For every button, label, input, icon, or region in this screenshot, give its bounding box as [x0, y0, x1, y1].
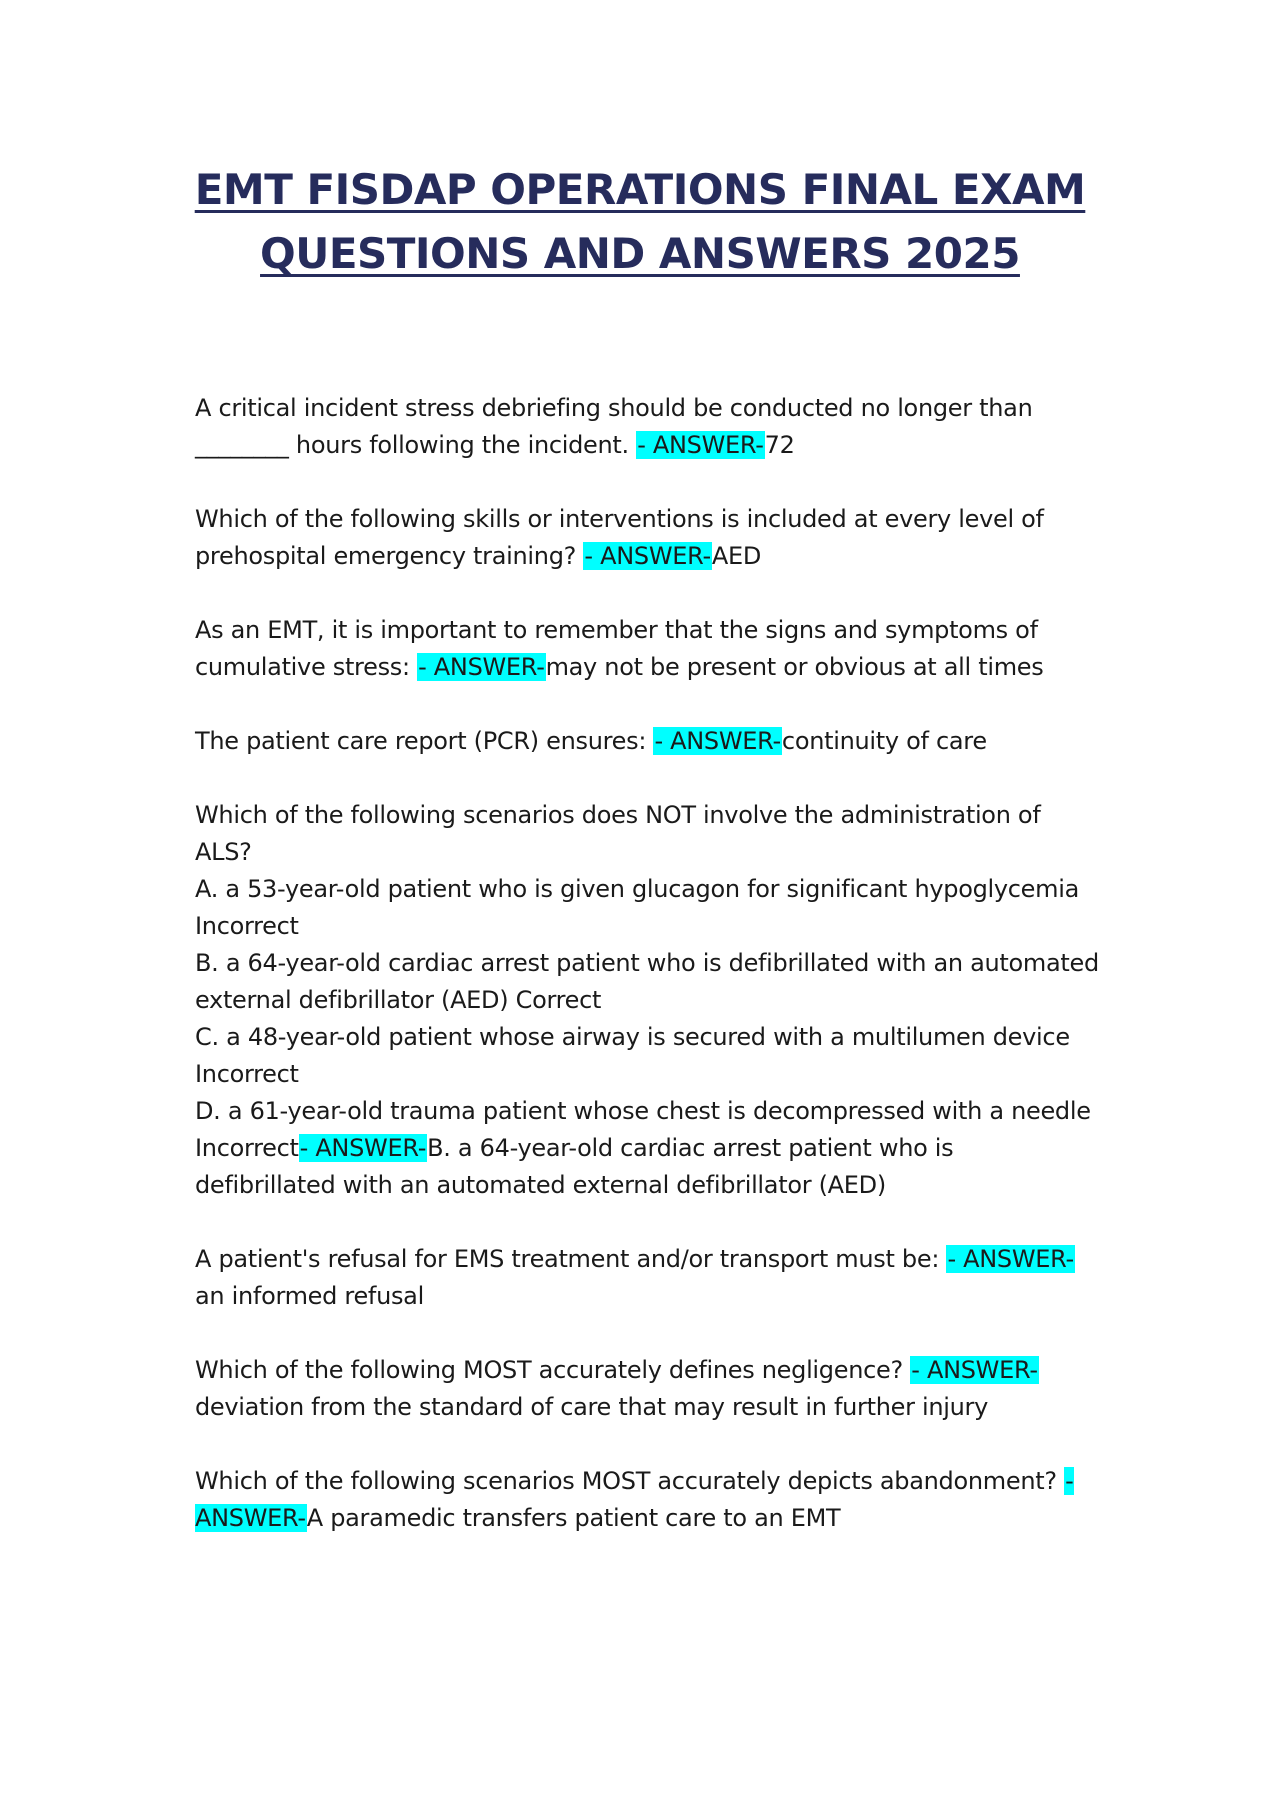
qa-list	[195, 390, 1100, 1574]
option-a: A. a 53-year-old patient who is given glucagon for significant hypoglycemia Incorrect	[195, 875, 1080, 940]
title-line-1: EMT FISDAP OPERATIONS FINAL EXAM	[194, 165, 1086, 214]
qa-item	[195, 1241, 1100, 1315]
option-c: C. a 48-year-old patient whose airway is secured with a multilumen device Incorrect	[195, 1023, 1070, 1088]
answer-marker: - ANSWER-	[418, 653, 545, 681]
answer-text: A paramedic transfers patient care to an EMT	[306, 1504, 841, 1532]
option-d: D. a 61-year-old trauma patient whose chest is decompressed with a needle Incorrect	[195, 1097, 1091, 1162]
document-title	[160, 158, 1120, 286]
option-b: B. a 64-year-old cardiac arrest patient who is defibrillated with an automated external defibrillator (AED) Correct	[195, 949, 1099, 1014]
answer-text: B. a 64-year-old cardiac arrest patient who is defibrillated with an automated external defibrillator (AED)	[195, 1134, 954, 1199]
question-text: A patient's refusal for EMS treatment and/or transport must be:	[195, 1245, 940, 1273]
qa-item	[195, 612, 1100, 686]
qa-item	[195, 797, 1100, 1204]
answer-text: AED	[711, 542, 762, 570]
answer-marker: - ANSWER-	[584, 542, 711, 570]
answer-marker: - ANSWER-	[911, 1356, 1038, 1384]
answer-marker: - ANSWER-	[654, 727, 781, 755]
question-text: Which of the following skills or interventions is included at every level of prehospital emergency training?	[195, 505, 1044, 570]
answer-marker: - ANSWER-	[637, 431, 764, 459]
question-text: Which of the following scenarios does NOT involve the administration of ALS?	[195, 801, 1041, 866]
answer-marker: - ANSWER-	[947, 1245, 1074, 1273]
qa-item	[195, 1352, 1100, 1426]
answer-text: deviation from the standard of care that may result in further injury	[195, 1393, 989, 1421]
qa-item	[195, 501, 1100, 575]
qa-item	[195, 390, 1100, 464]
answer-text: 72	[764, 431, 795, 459]
question-text: Which of the following MOST accurately defines negligence?	[195, 1356, 903, 1384]
question-text: The patient care report (PCR) ensures:	[195, 727, 647, 755]
answer-marker: - ANSWER-	[195, 1467, 1074, 1532]
answer-marker: - ANSWER-	[299, 1134, 427, 1162]
question-text: As an EMT, it is important to remember that the signs and symptoms of cumulative stress:	[195, 616, 1038, 681]
title-line-2: QUESTIONS AND ANSWERS 2025	[260, 229, 1020, 278]
answer-text: continuity of care	[781, 727, 987, 755]
question-text: A critical incident stress debriefing should be conducted no longer than ________ hours following the incident.	[195, 394, 1033, 459]
answer-text: an informed refusal	[195, 1282, 424, 1310]
question-text: Which of the following scenarios MOST accurately depicts abandonment?	[195, 1467, 1057, 1495]
qa-item	[195, 723, 1100, 760]
answer-text: may not be present or obvious at all times	[545, 653, 1044, 681]
qa-item	[195, 1463, 1100, 1537]
